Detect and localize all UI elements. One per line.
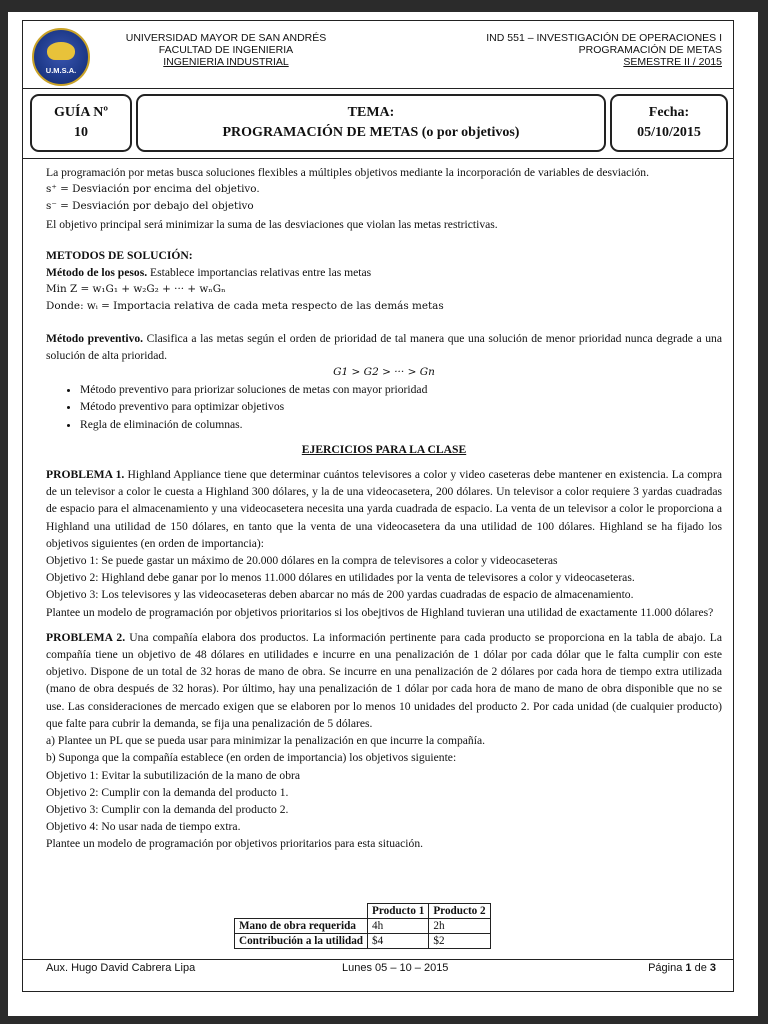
table-header: Producto 2	[429, 904, 490, 919]
problem-2-line: b) Suponga que la compañía establece (en orden de importancia) los objetivos siguiente:	[46, 751, 457, 765]
preemptive-method	[46, 330, 722, 364]
fecha-label: Fecha:	[648, 105, 690, 120]
guia-number: 10	[74, 125, 88, 140]
s-plus-definition: s⁺ = Desviación por encima del objetivo.	[46, 183, 260, 196]
header-divider	[22, 88, 734, 89]
table-header: Producto 1	[368, 904, 429, 919]
logo-text: U.M.S.A.	[45, 66, 77, 75]
department-name: INGENIERIA INDUSTRIAL	[163, 56, 289, 68]
product-table	[234, 903, 491, 949]
table-row-label: Contribución a la utilidad	[235, 934, 368, 949]
method-list	[46, 381, 722, 433]
header-course	[442, 32, 722, 68]
header-institution	[96, 32, 356, 68]
table-cell: $2	[429, 934, 490, 949]
problem-2-line: a) Plantee un PL que se pueda usar para minimizar la penalización en que incurre la compañía.	[46, 734, 485, 748]
footer-date: Lunes 05 – 10 – 2015	[342, 962, 449, 974]
footer-author: Aux. Hugo David Cabrera Lipa	[46, 962, 196, 974]
guia-box	[30, 94, 132, 152]
university-name: UNIVERSIDAD MAYOR DE SAN ANDRÉS	[125, 32, 327, 44]
problem-2-label: PROBLEMA 2.	[46, 630, 126, 644]
weights-formula: Min Z = w₁G₁ + w₂G₂ + ··· + wₙGₙ	[46, 283, 226, 296]
problem-2-line: Objetivo 4: No usar nada de tiempo extra.	[46, 820, 241, 834]
methods-heading: METODOS DE SOLUCIÓN:	[46, 248, 193, 262]
semester: SEMESTRE II / 2015	[623, 56, 722, 68]
emblem-icon	[47, 42, 75, 60]
course-topic: PROGRAMACIÓN DE METAS	[578, 44, 722, 56]
weights-where: Donde: wᵢ = Importacia relativa de cada meta respecto de las demás metas	[46, 300, 444, 313]
university-logo	[32, 28, 90, 86]
problem-1-text: Highland Appliance tiene que determinar cuántos televisores a color y video caseteras debe mantener en existencia. La compra de un televisor a color le cuesta a Highland 300 dólares, y la de una videocasetera, 200 dólares. Un televisor a color requiere 3 yardas cuadradas de espacio para el almacenamiento y una videocasetera necesita una yarda cuadrada de espacio. La venta de un televisor a color le proporciona a Highland una utilidad de 150 dólares, en tanto que la venta de una videocasetera da una utilidad de 100 dólares. Highland se ha fijado los objetivos siguientes (en orden de importancia):	[46, 468, 722, 550]
list-item: • Método preventivo para priorizar soluciones de metas con mayor prioridad	[80, 381, 722, 398]
priority-order: G1 > G2 > ··· > Gn	[333, 366, 435, 379]
problem-1-statement	[46, 466, 722, 552]
problem-1-objective: Objetivo 2: Highland debe ganar por lo menos 11.000 dólares en utilidades por la venta de televisores a color y videocaseteras.	[46, 571, 635, 585]
exercises-heading: EJERCICIOS PARA LA CLASE	[301, 442, 467, 456]
footer-divider	[22, 959, 734, 960]
table-cell: 4h	[368, 919, 429, 934]
faculty-name: FACULTAD DE INGENIERIA	[158, 44, 294, 56]
table-cell: $4	[368, 934, 429, 949]
list-item: • Método preventivo para optimizar objetivos	[80, 398, 722, 415]
problem-2-line: Plantee un modelo de programación por objetivos prioritarios para esta situación.	[46, 837, 424, 851]
table-header-row	[235, 904, 491, 919]
main-objective: El objetivo principal será minimizar la suma de las desviaciones que violan las metas restrictivas.	[46, 217, 498, 231]
problem-2-line: Objetivo 2: Cumplir con la demanda del producto 1.	[46, 785, 289, 799]
list-item: • Regla de eliminación de columnas.	[80, 416, 722, 433]
tema-title: PROGRAMACIÓN DE METAS (o por objetivos)	[222, 125, 520, 140]
tema-label: TEMA:	[347, 105, 395, 120]
s-minus-definition: s⁻ = Desviación por debajo del objetivo	[46, 200, 254, 213]
weights-method	[46, 264, 722, 281]
problem-1-label: PROBLEMA 1.	[46, 468, 125, 482]
problem-2-text: Una compañía elabora dos productos. La información pertinente para cada producto se proporciona en la tabla de abajo. La compañía tiene un objetivo de 48 dólares en utilidades e incurre en una penalización de 1 dólar por cada dólar que le falta cumplir con este objetivo. Dispone de un total de 32 horas de mano de obra. Se incurre en una penalización de 2 dólares por cada hora de tiempo extra utilizada (mano de obra después de 32 horas). Por último, hay una penalización de 1 dólar por cada hora de mano de mano de obra disponible que no se use. Las consideraciones de mercado exigen que se elaboren por lo menos 10 unidades del producto 2. Por cada unidad (de cualquier producto) que falte para cubrir la demanda, se fija una penalización de 5 dólares.	[46, 630, 722, 730]
title-divider	[22, 158, 734, 159]
weights-method-text: Establece importancias relativas entre las metas	[147, 266, 372, 280]
page-header	[24, 22, 732, 80]
preemptive-method-title: Método preventivo.	[46, 331, 144, 345]
problem-1-question: Plantee un modelo de programación por objetivos prioritarios si los obejtivos de Highland tuvieran una utilidad de exactamente 11.000 dólares?	[46, 605, 714, 619]
problem-1-objective: Objetivo 1: Se puede gastar un máximo de 20.000 dólares en la compra de televisores a color y videocaseteras	[46, 554, 558, 568]
table-corner	[235, 904, 368, 919]
guia-label: GUÍA Nº	[53, 105, 109, 120]
page-number: Página 1 de 3	[648, 962, 716, 974]
table-row-label: Mano de obra requerida	[235, 919, 368, 934]
document-body	[46, 164, 722, 853]
fecha-box	[610, 94, 728, 152]
problem-2-statement	[46, 629, 722, 732]
problem-2-line: Objetivo 3: Cumplir con la demanda del producto 2.	[46, 802, 289, 816]
table-row	[235, 934, 491, 949]
problem-1-objective: Objetivo 3: Los televisores y las videocaseteras deben abarcar no más de 200 yardas cuadradas de espacio de almacenamiento.	[46, 588, 634, 602]
table-row	[235, 919, 491, 934]
tema-box	[136, 94, 606, 152]
course-name: IND 551 – INVESTIGACIÓN DE OPERACIONES I	[486, 32, 722, 44]
table-cell: 2h	[429, 919, 490, 934]
weights-method-title: Método de los pesos.	[46, 266, 148, 280]
problem-2-line: Objetivo 1: Evitar la subutilización de la mano de obra	[46, 768, 301, 782]
page-footer	[46, 962, 716, 978]
fecha-value: 05/10/2015	[637, 125, 701, 140]
preemptive-method-text: Clasifica a las metas según el orden de prioridad de tal manera que una solución de menor prioridad nunca degrade a una solución de alta prioridad.	[46, 331, 722, 362]
intro-paragraph: La programación por metas busca soluciones flexibles a múltiples objetivos mediante la incorporación de variables de desviación.	[46, 166, 650, 179]
